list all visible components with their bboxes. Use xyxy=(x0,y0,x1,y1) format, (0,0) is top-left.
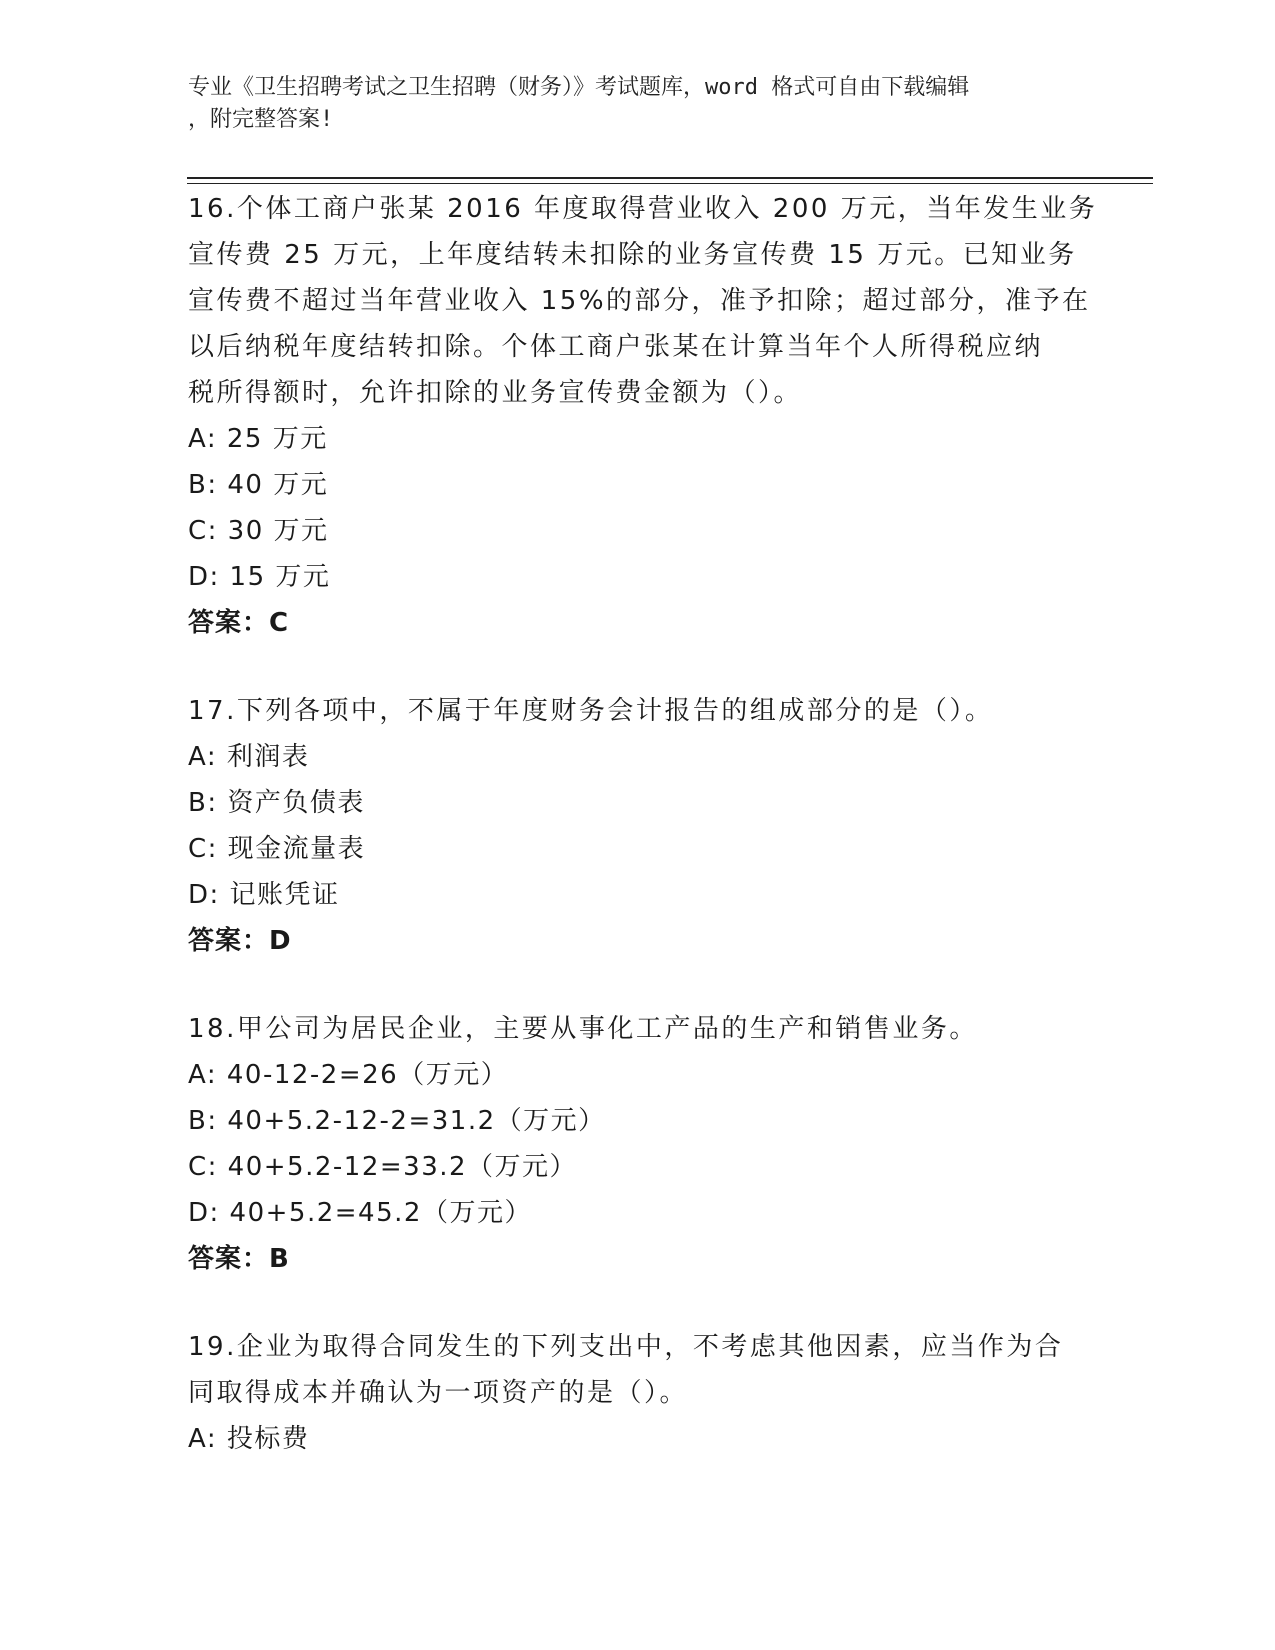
stem-line: 宣传费 25 万元，上年度结转未扣除的业务宣传费 15 万元。已知业务 xyxy=(188,240,1077,270)
option-c: C: 现金流量表 xyxy=(188,834,366,864)
stem-line: 税所得额时，允许扣除的业务宣传费金额为（）。 xyxy=(188,378,803,408)
header-divider-thick xyxy=(187,177,1153,179)
answer-line: 答案：C xyxy=(188,608,290,638)
answer-line: 答案：B xyxy=(188,1244,290,1274)
option-a: A: 25 万元 xyxy=(188,424,328,454)
question-stem xyxy=(188,186,1098,416)
question-17 xyxy=(188,688,1088,964)
stem-line: 以后纳税年度结转扣除。个体工商户张某在计算当年个人所得税应纳 xyxy=(188,332,1044,362)
option-a: A: 40-12-2=26（万元） xyxy=(188,1060,509,1090)
option-b: B: 资产负债表 xyxy=(188,788,365,818)
question-list xyxy=(188,186,1098,1504)
document-header xyxy=(188,72,1088,136)
stem-line: 17.下列各项中，不属于年度财务会计报告的组成部分的是（）。 xyxy=(188,696,994,726)
option-a: A: 利润表 xyxy=(188,742,310,772)
stem-line: 同取得成本并确认为一项资产的是（）。 xyxy=(188,1378,689,1408)
question-stem xyxy=(188,688,1088,734)
option-d: D: 15 万元 xyxy=(188,562,331,592)
option-b: B: 40 万元 xyxy=(188,470,329,500)
stem-line: 19.企业为取得合同发生的下列支出中，不考虑其他因素，应当作为合 xyxy=(188,1332,1064,1362)
option-d: D: 记账凭证 xyxy=(188,880,340,910)
header-line-2: ，附完整答案! xyxy=(188,107,334,132)
question-19 xyxy=(188,1324,1088,1462)
question-16 xyxy=(188,186,1098,646)
answer-line: 答案：D xyxy=(188,926,292,956)
question-18 xyxy=(188,1006,1088,1282)
question-stem xyxy=(188,1324,1088,1416)
header-line-1: 专业《卫生招聘考试之卫生招聘（财务）》考试题库，word 格式可自由下载编辑 xyxy=(188,75,970,100)
option-c: C: 30 万元 xyxy=(188,516,329,546)
option-b: B: 40+5.2-12-2=31.2（万元） xyxy=(188,1106,606,1136)
option-a: A: 投标费 xyxy=(188,1424,310,1454)
stem-line: 宣传费不超过当年营业收入 15%的部分，准予扣除；超过部分，准予在 xyxy=(188,286,1091,316)
option-c: C: 40+5.2-12=33.2（万元） xyxy=(188,1152,578,1182)
header-divider-thin xyxy=(187,183,1153,184)
question-stem xyxy=(188,1006,1088,1052)
option-d: D: 40+5.2=45.2（万元） xyxy=(188,1198,532,1228)
stem-line: 18.甲公司为居民企业，主要从事化工产品的生产和销售业务。 xyxy=(188,1014,978,1044)
stem-line: 16.个体工商户张某 2016 年度取得营业收入 200 万元，当年发生业务 xyxy=(188,194,1098,224)
